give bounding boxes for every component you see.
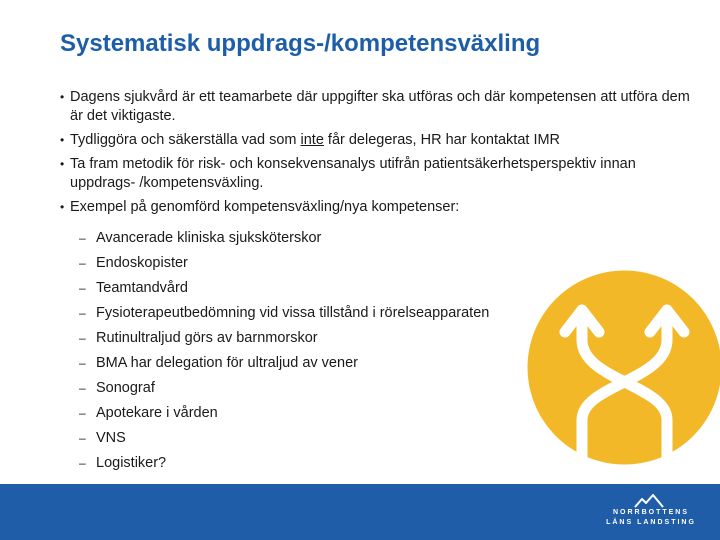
sub-item: – Teamtandvård	[92, 279, 489, 304]
bullet-list	[60, 88, 700, 222]
bullet-item	[60, 131, 700, 150]
sub-item: – Apotekare i vården	[92, 404, 489, 429]
crossing-arrows-icon	[527, 270, 720, 465]
sub-item: – Fysioterapeutbedömning vid vissa tillstånd i rörelseapparaten	[92, 304, 489, 329]
mountain-logo-icon	[634, 494, 664, 508]
sub-item: – Avancerade kliniska sjuksköterskor	[92, 229, 489, 254]
slide-title: Systematisk uppdrags-/kompetensväxling	[60, 30, 541, 57]
bullet-text: får delegeras, HR har kontaktat IMR	[323, 132, 561, 148]
logo-text-line2: LÄNS LANDSTING	[606, 519, 696, 526]
sub-item: – BMA har delegation för ultraljud av vener	[92, 354, 489, 379]
bullet-item: • Exempel på genomförd kompetensväxling/nya kompetenser:	[60, 198, 700, 217]
bullet-item: • Dagens sjukvård är ett teamarbete där uppgifter ska utföras och där kompetensen att utföra dem är det viktigaste.	[60, 88, 700, 126]
bullet-item: • Ta fram metodik för risk- och konsekvensanalys utifrån patientsäkerhetsperspektiv innan uppdrags- /kompetensväxling.	[60, 155, 700, 193]
landsting-logo	[596, 494, 706, 534]
sub-item: – Endoskopister	[92, 254, 489, 279]
underlined-word: inte	[300, 132, 324, 148]
competence-list	[92, 229, 489, 479]
sub-item: – VNS	[92, 429, 489, 454]
logo-text-line1: NORRBOTTENS	[612, 509, 690, 516]
sub-item: – Logistiker?	[92, 454, 489, 479]
sub-item: – Sonograf	[92, 379, 489, 404]
emblem-circle	[528, 271, 720, 465]
bullet-text: Tydliggöra och säkerställa vad som	[70, 132, 301, 148]
sub-item: – Rutinultraljud görs av barnmorskor	[92, 329, 489, 354]
